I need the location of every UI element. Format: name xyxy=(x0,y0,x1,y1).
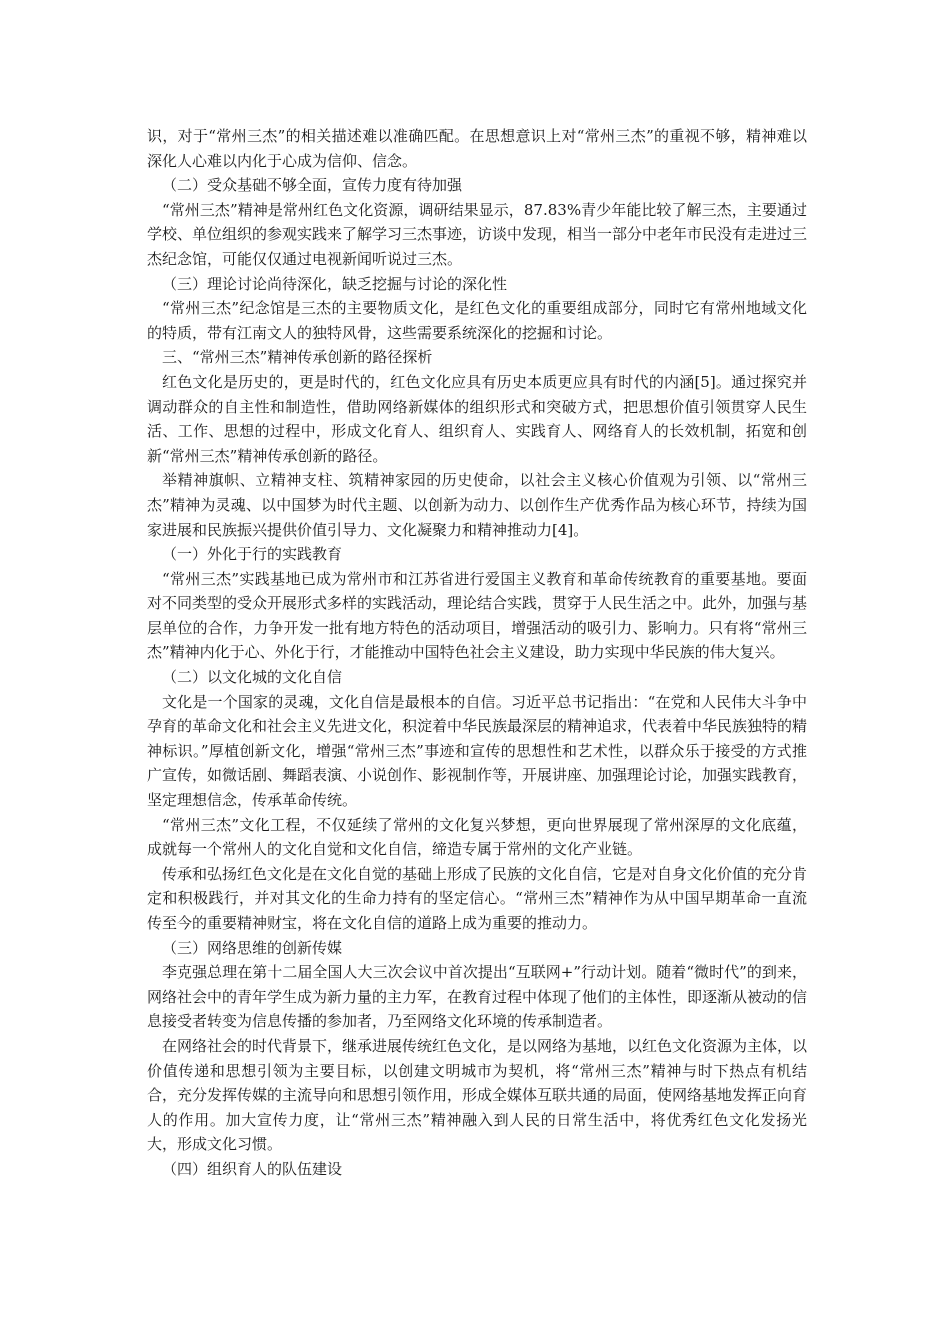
paragraph: 红色文化是历史的，更是时代的，红色文化应具有历史本质更应具有时代的内涵[5]。通过探究并调动群众的自主性和制造性，借助网络新媒体的组织形式和突破方式，把思想价值引领贯穿人民生活、工作、思想的过程中，形成文化育人、组织育人、实践育人、网络育人的长效机制，拓宽和创新“常州三杰”精神传承创新的路径。 xyxy=(147,372,807,465)
paragraph: 传承和弘扬红色文化是在文化自觉的基础上形成了民族的文化自信，它是对自身文化价值的充分肯定和积极践行，并对其文化的生命力持有的坚定信心。“常州三杰”精神作为从中国早期革命一直流传至今的重要精神财宝，将在文化自信的道路上成为重要的推动力。 xyxy=(147,864,808,932)
paragraph: “常州三杰”纪念馆是三杰的主要物质文化，是红色文化的重要组成部分，同时它有常州地域文化的特质，带有江南文人的独特风骨，这些需要系统深化的挖掘和讨论。 xyxy=(147,299,807,342)
section-heading: （二）受众基础不够全面，宣传力度有待加强 xyxy=(162,176,463,195)
paragraph: 在网络社会的时代背景下，继承进展传统红色文化，是以网络为基地，以红色文化资源为主体，以价值传递和思想引领为主要目标，以创建文明城市为契机，将“常州三杰”精神与时下热点有机结合，充分发挥传媒的主流导向和思想引领作用，形成全媒体互联共通的局面，使网络基地发挥正向育人的作用。加大宣传力度，让“常州三杰”精神融入到人民的日常生活中，将优秀红色文化发扬光大，形成文化习惯。 xyxy=(147,1036,808,1154)
section-heading: （四）组织育人的队伍建设 xyxy=(162,1159,343,1178)
document-body xyxy=(147,124,807,1182)
chapter-heading: 三、“常州三杰”精神传承创新的路径探析 xyxy=(162,348,433,367)
paragraph: “常州三杰”文化工程，不仅延续了常州的文化复兴梦想，更向世界展现了常州深厚的文化底蕴，成就每一个常州人的文化自觉和文化自信，缔造专属于常州的文化产业链。 xyxy=(147,815,807,859)
paragraph-continuation: 识，对于“常州三杰”的相关描述难以准确匹配。在思想意识上对“常州三杰”的重视不够，精神难以深化人心难以内化于心成为信仰、信念。 xyxy=(147,127,807,170)
paragraph: “常州三杰”实践基地已成为常州市和江苏省进行爱国主义教育和革命传统教育的重要基地。要面对不同类型的受众开展形式多样的实践活动，理论结合实践，贯穿于人民生活之中。此外，加强与基层单位的合作，力争开发一批有地方特色的活动项目，增强活动的吸引力、影响力。只有将“常州三杰”精神内化于心、外化于行，才能推动中国特色社会主义建设，助力实现中华民族的伟大复兴。 xyxy=(147,569,808,662)
paragraph: 李克强总理在第十二届全国人大三次会议中首次提出“互联网+”行动计划。随着“微时代”的到来，网络社会中的青年学生成为新力量的主力军，在教育过程中体现了他们的主体性，即逐渐从被动的信息接受者转变为信息传播的参加者，乃至网络文化环境的传承制造者。 xyxy=(147,963,808,1031)
section-heading: （二）以文化城的文化自信 xyxy=(162,668,343,687)
paragraph: 举精神旗帜、立精神支柱、筑精神家园的历史使命，以社会主义核心价值观为引领、以“常州三杰”精神为灵魂、以中国梦为时代主题、以创新为动力、以创作生产优秀作品为核心环节，持续为国家进展和民族振兴提供价值引导力、文化凝聚力和精神推动力[4]。 xyxy=(147,471,807,539)
paragraph: “常州三杰”精神是常州红色文化资源，调研结果显示，87.83%青少年能比较了解三杰，主要通过学校、单位组织的参观实践来了解学习三杰事迹，访谈中发现，相当一部分中老年市民没有走进过三杰纪念馆，可能仅仅通过电视新闻听说过三杰。 xyxy=(147,200,808,268)
section-heading: （三）网络思维的创新传媒 xyxy=(162,938,343,957)
section-heading: （一）外化于行的实践教育 xyxy=(162,545,343,564)
section-heading: （三）理论讨论尚待深化，缺乏挖掘与讨论的深化性 xyxy=(162,274,508,293)
paragraph: 文化是一个国家的灵魂，文化自信是最根本的自信。习近平总书记指出：“在党和人民伟大斗争中孕育的革命文化和社会主义先进文化，积淀着中华民族最深层的精神追求，代表着中华民族独特的精神标识。”厚植创新文化，增强“常州三杰”事迹和宣传的思想性和艺术性，以群众乐于接受的方式推广宣传，如微话剧、舞蹈表演、小说创作、影视制作等，开展讲座、加强理论讨论，加强实践教育，坚定理想信念，传承革命传统。 xyxy=(147,692,808,810)
